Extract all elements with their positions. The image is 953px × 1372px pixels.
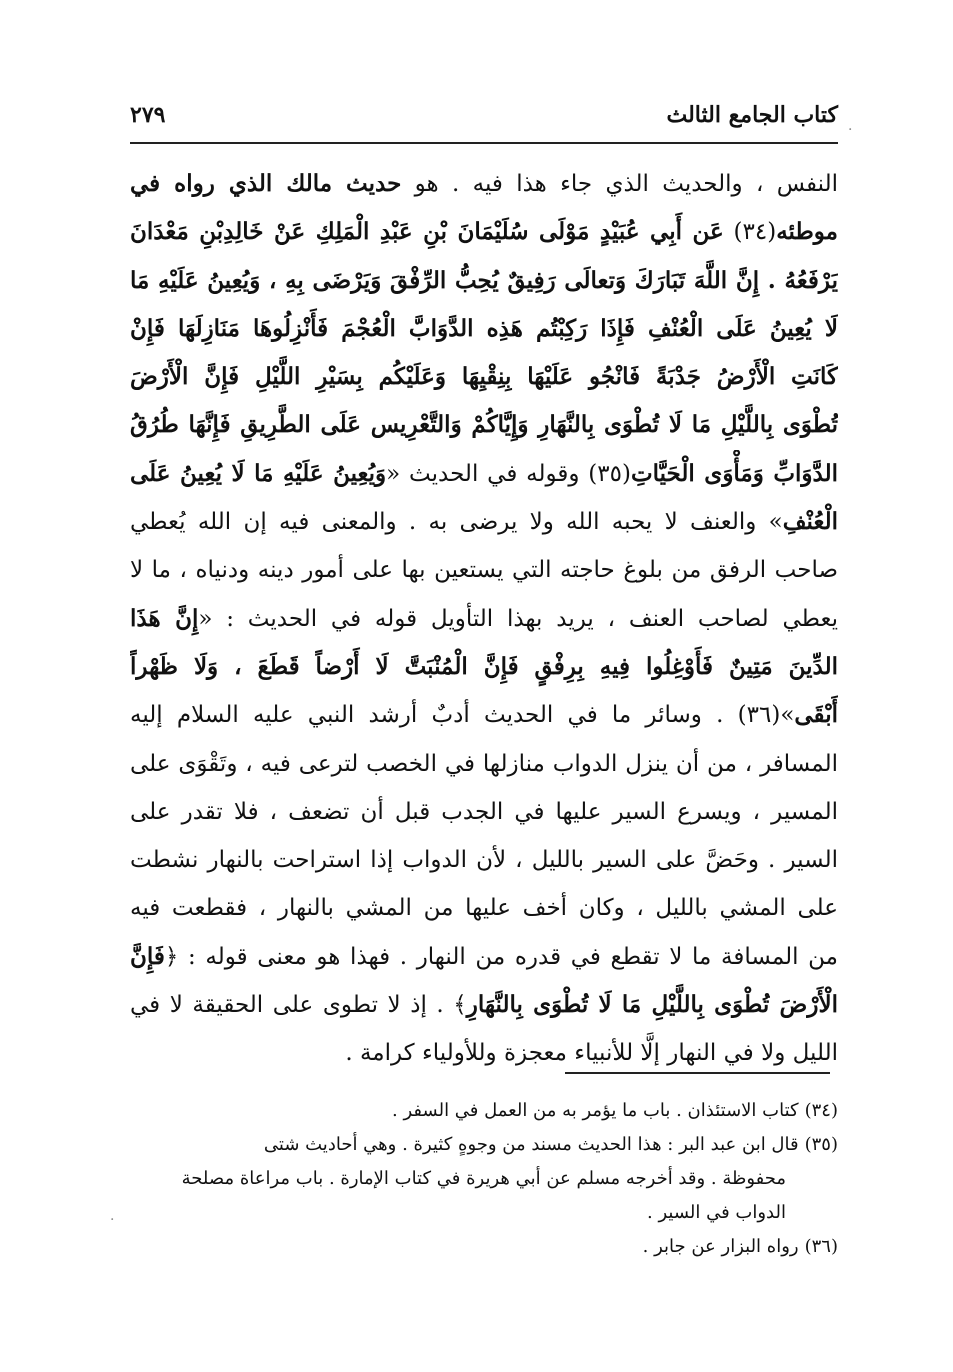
scan-speck: ·	[110, 1212, 115, 1228]
hadith-text: يَرْفَعُهُ . إِنَّ اللَّهَ تَبَارَكَ وَتعالَى رَفِيقٌ يُحِبُّ الرِّفْقَ وَيَرْضَى بِهِ ، وَيُعِينُ عَلَيْهِ مَا	[130, 266, 838, 294]
page-number: ٢٧٩	[130, 102, 166, 128]
commentary-text: »(٣٦) . وسائر ما في الحديث أدبٌ أرشد النبي عليه السلام إليه	[130, 702, 795, 729]
footnote-text: كتاب الاستئذان . باب ما يؤمر به من العمل في السفر .	[392, 1100, 799, 1121]
commentary-text: المسير ، ويسرع السير عليها في الجدب قبل أن تضعف ، فلا تقدر على	[130, 798, 838, 825]
text-line	[130, 595, 838, 643]
commentary-text: » والعنف لا يحبه الله ولا يرضى به . والمعنى فيه إن الله يُعطي	[130, 509, 783, 536]
page-header	[130, 96, 838, 144]
text-line	[130, 884, 838, 932]
hadith-text: عَن أَبِي عُبَيْدٍ مَوْلَى سُلَيْمَانَ بْنِ عَبْدِ الْمَلِكِ عَنْ خَالِدِبْنِ مَعْدَانَ	[130, 218, 724, 246]
hadith-text: الدَّوَابِّ وَمَأْوَى الْحَيَّاتِ	[630, 459, 838, 487]
text-line	[130, 450, 838, 498]
commentary-text: (٣٤)	[723, 219, 777, 246]
commentary-text: من المسافة ما لا تقطع في قدره من النهار . فهذا هو معنى قوله : ﴿	[164, 943, 838, 970]
commentary-text: صاحب الرفق من بلوغ حاجته التي يستعين بها على أمور دينه ودنياه ، ما لا	[130, 557, 838, 584]
footnote-number: (٣٥)	[804, 1134, 838, 1155]
text-line	[130, 257, 838, 305]
hadith-text: إِنَّ هَذَا	[130, 604, 199, 632]
footnote-text: رواه البزار عن جابر .	[642, 1236, 799, 1257]
footnote-text: قال ابن عبد البر : هذا الحديث مسند من وجوهٍ كثيرة . وهي أحاديث شتى	[263, 1134, 799, 1155]
text-line	[130, 401, 838, 449]
hadith-text: موطئه	[776, 218, 838, 246]
footnote	[130, 1230, 838, 1264]
commentary-text: (٣٥) وقوله في الحديث «	[386, 460, 631, 487]
hadith-text: الدِّينَ مَتِينٌ فَأَوْغِلُوا فِيهِ بِرِفْقٍ فَإِنَّ الْمُنْبَتَّ لَا أَرْضاً قَطَعَ ، وَلَا ظَهْراً	[130, 652, 838, 680]
commentary-text: يعطي لصاحب العنف ، يريد بهذا التأويل قوله في الحديث : «	[198, 605, 838, 632]
hadith-text: تُطْوَى بِاللَّيْلِ مَا لَا تُطْوَى بِالنَّهَارِ وَإِيَّاكُمْ وَالتَّعْرِيس عَلَى الطَّرِيقِ فَإِنَّهَا طُرُقُ	[130, 411, 838, 439]
text-line	[130, 305, 838, 353]
commentary-text: المسافر ، من أن ينزل الدواب منازلها في الخصب لترعى فيه ، وتَقْوَى على	[130, 750, 838, 777]
footnotes	[130, 1094, 838, 1264]
hadith-text: أَبْقَى	[794, 701, 838, 729]
text-line	[130, 836, 838, 884]
footnote-continuation: محفوظة . وقد أخرجه مسلم عن أبي هريرة في كتاب الإمارة . باب مراعاة مصلحة	[181, 1168, 786, 1189]
footnote	[130, 1094, 838, 1128]
text-line	[130, 691, 838, 739]
hadith-text: فَإِنَّ	[130, 942, 165, 970]
text-line	[130, 981, 838, 1029]
text-line	[130, 498, 838, 546]
hadith-text: لَا يُعِينُ عَلَى الْعُنْفِ فَإِذَا رَكِبْتُم هَذِه الدَّوَابَّ الْعُجْمَ فَأَنْزِلُوهَا مَنَازِلَهَا فَإِنْ	[130, 314, 838, 342]
commentary-text: الليل ولا في النهار إلَّا للأنبياء معجزة وللأولياء كرامة .	[345, 1040, 838, 1067]
footnote-number: (٣٦)	[804, 1236, 838, 1257]
hadith-text: الْعُنْفِ	[782, 508, 838, 536]
text-line	[130, 643, 838, 691]
commentary-text: النفس ، والحديث الذي جاء هذا فيه . هو	[401, 171, 838, 197]
text-line	[130, 1029, 838, 1077]
text-line	[130, 546, 838, 594]
text-line	[130, 933, 838, 981]
text-line	[130, 353, 838, 401]
running-title: كتاب الجامع الثالث	[666, 102, 838, 128]
commentary-text: على المشي بالليل ، وكان أخف عليها من المشي بالنهار ، فقطعت فيه	[130, 895, 838, 922]
text-line	[130, 160, 838, 208]
commentary-text: السير . وحَضَّ على السير بالليل ، لأن الدواب إذا استراحت بالنهار نشطت	[130, 847, 838, 874]
hadith-text: كَانَتِ الْأَرْضُ جَدْبَةً فَانْجُو عَلَيْهَا بِنِقْيِهَا وَعَلَيْكُم بِسَيْرِ اللَّيْلِ فَإِنَّ الْأَرْضَ	[130, 363, 838, 391]
text-line	[130, 208, 838, 256]
footnote-number: (٣٤)	[804, 1100, 838, 1121]
text-line	[130, 788, 838, 836]
commentary-text: ﴾ . إذ لا تطوى على الحقيقة لا في	[130, 992, 467, 1019]
hadith-text: حديث مالك الذي رواه في	[130, 170, 402, 197]
hadith-text: الْأَرْضَ تُطْوَى بِاللَّيْلِ مَا لَا تُطْوَى بِالنَّهَارِ	[466, 991, 838, 1019]
scan-speck: ·	[848, 122, 853, 138]
footnote-continuation: الدواب في السير .	[647, 1202, 786, 1223]
footnote	[130, 1128, 838, 1162]
text-line	[130, 740, 838, 788]
footnote-separator	[565, 1072, 830, 1074]
main-text	[130, 160, 838, 1078]
hadith-text: وَيُعِينُ عَلَيْهِ مَا لَا يُعِينُ عَلَى	[130, 459, 387, 487]
